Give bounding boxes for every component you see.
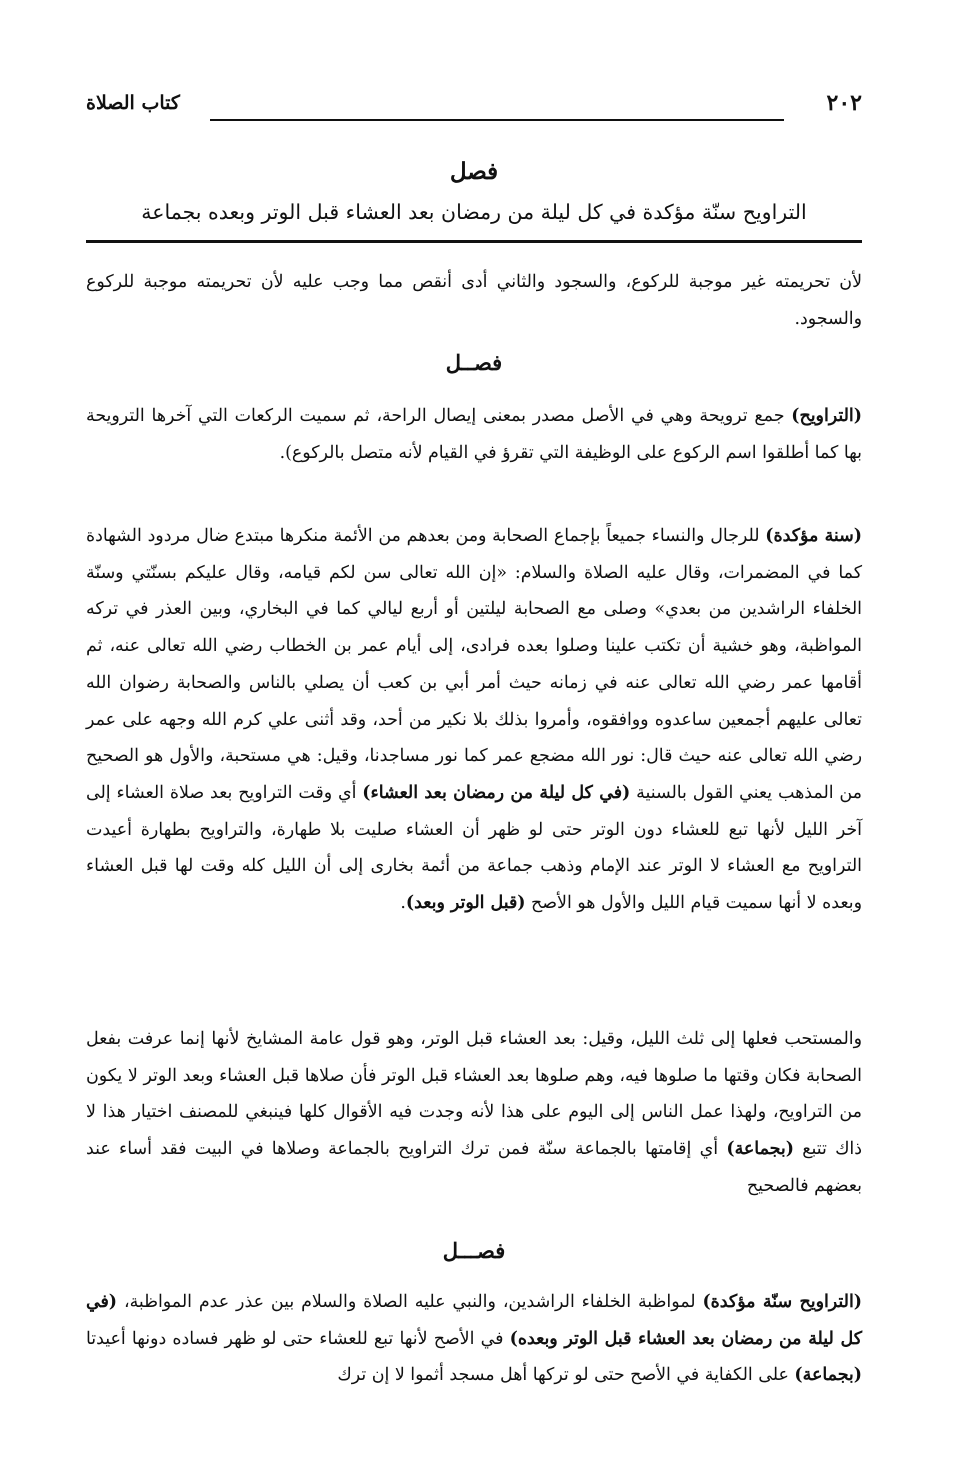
running-header <box>86 90 862 130</box>
header-rule <box>210 119 784 121</box>
term-before-witr: (قبل الوتر وبعد) <box>405 893 526 914</box>
section1-block-2 <box>86 518 862 922</box>
section-heading-2: فصـــل <box>442 1238 506 1263</box>
term-every-night: (في كل ليلة من رمضان بعد العشاء قبل الوتر وبعده) <box>86 1292 862 1349</box>
section2-block <box>86 1284 862 1394</box>
term-every-night: (في كل ليلة من رمضان بعد العشاء) <box>362 782 631 803</box>
page-number: ٢٠٢ <box>826 90 862 116</box>
paragraph-text: على الكفاية في الأصح حتى لو تركها أهل مسجد أثموا لا إن ترك <box>337 1365 795 1386</box>
paragraph-text: جمع ترويحة وهي في الأصل مصدر بمعنى إيصال الراحة، ثم سميت الركعات التي آخرها الترويحة بها كما أطلقوا اسم الركوع على الوظيفة التي تقرؤ في القيام لأنه متصل بالركوع). <box>86 406 862 463</box>
section1-block <box>86 398 862 471</box>
paragraph-text: . <box>400 893 406 914</box>
term-bi-jamaa: (بجماعة) <box>794 1365 862 1386</box>
section1-paragraph-2 <box>86 518 862 922</box>
section2-paragraph-1 <box>86 1284 862 1394</box>
matn-block <box>86 152 862 232</box>
section1-paragraph-1 <box>86 398 862 471</box>
paragraph-text: لمواظبة الخلفاء الراشدين، والنبي عليه الصلاة والسلام بين عذر عدم المواظبة، <box>117 1292 703 1312</box>
book-title: كتاب الصلاة <box>86 92 180 114</box>
section1-block-3 <box>86 1021 862 1205</box>
term-taraweeh: (التراويح) <box>791 406 862 426</box>
matn-heading: فصل <box>449 158 499 185</box>
matn-text: التراويح سنّة مؤكدة في كل ليلة من رمضان بعد العشاء قبل الوتر وبعده بجماعة <box>141 200 807 224</box>
term-sunna-muakkada: (سنة مؤكدة) <box>765 526 862 546</box>
paragraph-text: للرجال والنساء جميعاً بإجماع الصحابة ومن بعدهم من الأئمة منكرها مبتدع ضال مردود الشهادة كما في المضمرات، وقال عليه الصلاة والسلام: «إن الله تعالى سن لكم قيامه، وقال عليكم بسنّتي وسنّة الخلفاء الراشدين من بعدي» وصلى مع الصحابة ليلتين أو أربع ليالي كما في البخاري، وبين العذر في تركه المواظبة، وهو خشية أن تكتب علينا وصلوا بعده فرادى، إلى أيام عمر بن الخطاب رضي الله تعالى عنه، ثم أقامها عمر رضي الله تعالى عنه في زمانه حيث أمر أبي بن كعب أن يصلي بالناس والصحابة رضوان الله تعالى عليهم أجمعين ساعدوه ووافقوه، وأمروا بذلك بلا نكير من أحد، وقد أثنى علي كرم الله وجهه على عمر رضي الله تعالى عنه حيث قال: نور الله مضجع عمر كما نور مساجدنا، وقيل: هي مستحبة، والأول هو الصحيح من المذهب يعني القول بالسنية <box>86 526 863 803</box>
term-taraweeh-sunna: (التراويح سنّة مؤكدة) <box>702 1292 863 1312</box>
intro-paragraph: لأن تحريمته غير موجبة للركوع، والسجود والثاني أدى أنقص مما وجب عليه لأن تحريمته موجبة للركوع والسجود. <box>86 272 862 329</box>
paragraph-text: أي إقامتها بالجماعة سنّة فمن ترك التراويح بالجماعة وصلاها في البيت فقد أساء عند بعضهم فالصحيح <box>86 1139 862 1196</box>
term-bi-jamaa: (بجماعة) <box>726 1139 794 1160</box>
paragraph-text: في الأصح لأنها تبع للعشاء حتى لو ظهر فساده دونها أعيدتا <box>86 1328 510 1349</box>
section1-paragraph-3 <box>86 1021 862 1205</box>
paragraph-text: أي وقت التراويح بعد صلاة العشاء إلى آخر الليل لأنها تبع للعشاء دون الوتر حتى لو ظهر أن العشاء صليت بلا طهارة، والتراويح بطهارة أعيدت التراويح مع العشاء لا الوتر عند الإمام وذهب جماعة من أئمة بخارى إلى أن الليل كله وقت لها قبل العشاء وبعده لا أنها سميت قيام الليل والأول هو الأصح <box>86 782 862 914</box>
section-heading-1: فصــل <box>445 350 503 375</box>
intro-block <box>86 264 862 337</box>
matn-divider <box>86 240 862 243</box>
paragraph-text: والمستحب فعلها إلى ثلث الليل، وقيل: بعد العشاء قبل الوتر، وهو قول عامة المشايخ لأنها إنما عرفت بفعل الصحابة فكان وقتها ما صلوها فيه، وهم صلوها بعد العشاء قبل الوتر فأن صلاها قبل العشاء وبعد الوتر لا يكون من التراويح، ولهذا عمل الناس إلى اليوم على هذا لأنه وجدت فيه الأقوال كلها فينبغي للمصنف اختيار هذا لا ذاك تتبع <box>86 1029 862 1160</box>
